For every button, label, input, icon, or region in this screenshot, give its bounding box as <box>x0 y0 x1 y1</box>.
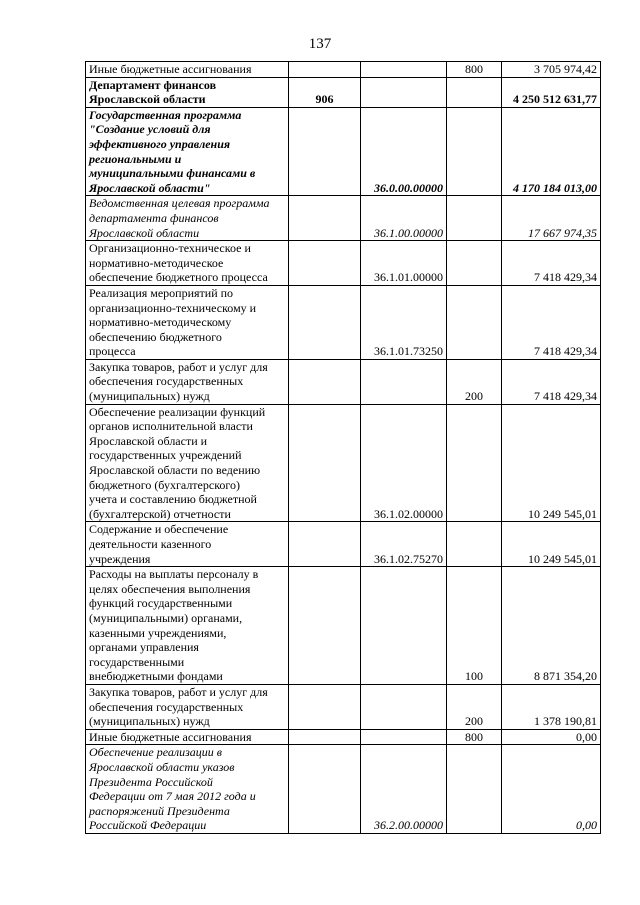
row-vr-cell <box>447 285 502 359</box>
row-vr-cell: 800 <box>447 62 502 78</box>
table-row <box>86 522 601 567</box>
row-csr-cell: 36.1.01.73250 <box>361 285 447 359</box>
row-name-cell: Закупка товаров, работ и услуг для обеспечения государственных (муниципальных) нужд <box>86 359 289 404</box>
row-vr-cell <box>447 196 502 241</box>
row-csr-cell <box>361 62 447 78</box>
table-row <box>86 684 601 729</box>
table-row <box>86 359 601 404</box>
table-row <box>86 241 601 286</box>
row-sum-cell: 0,00 <box>502 729 601 745</box>
row-vr-cell: 100 <box>447 567 502 685</box>
row-name-cell: Обеспечение реализации в Ярославской области указов Президента Российской Федерации от 7 мая 2012 года и распоряжений Президента Российской Федерации <box>86 745 289 834</box>
row-sum-cell: 17 667 974,35 <box>502 196 601 241</box>
table-row <box>86 745 601 834</box>
row-vr-cell <box>447 77 502 107</box>
row-dept-cell <box>289 567 361 685</box>
row-name-cell: Обеспечение реализации функций органов исполнительной власти Ярославской области и государственных учреждений Ярославской области по ведению бюджетного (бухгалтерского) учета и составлению бюджетной (бухгалтерской) отчетности <box>86 404 289 522</box>
row-vr-cell: 200 <box>447 684 502 729</box>
table-row <box>86 62 601 78</box>
row-sum-cell: 3 705 974,42 <box>502 62 601 78</box>
row-name-cell: Реализация мероприятий по организационно-техническому и нормативно-методическому обеспечению бюджетного процесса <box>86 285 289 359</box>
row-name-cell: Организационно-техническое и нормативно-методическое обеспечение бюджетного процесса <box>86 241 289 286</box>
table-row <box>86 567 601 685</box>
row-dept-cell <box>289 62 361 78</box>
table-row <box>86 107 601 196</box>
row-csr-cell <box>361 729 447 745</box>
table-row <box>86 285 601 359</box>
budget-table <box>85 61 601 834</box>
row-name-cell: Расходы на выплаты персоналу в целях обеспечения выполнения функций государственными (муниципальными) органами, казенными учреждениями, органами управления государственными внебюджетными фондами <box>86 567 289 685</box>
row-csr-cell <box>361 359 447 404</box>
row-csr-cell <box>361 684 447 729</box>
row-dept-cell <box>289 107 361 196</box>
row-name-cell: Закупка товаров, работ и услуг для обеспечения государственных (муниципальных) нужд <box>86 684 289 729</box>
row-sum-cell: 10 249 545,01 <box>502 404 601 522</box>
row-csr-cell: 36.1.02.75270 <box>361 522 447 567</box>
row-csr-cell <box>361 77 447 107</box>
row-sum-cell: 1 378 190,81 <box>502 684 601 729</box>
row-name-cell: Иные бюджетные ассигнования <box>86 62 289 78</box>
row-dept-cell <box>289 729 361 745</box>
row-sum-cell: 7 418 429,34 <box>502 241 601 286</box>
budget-table-body <box>86 62 601 834</box>
row-name-cell: Содержание и обеспечение деятельности казенного учреждения <box>86 522 289 567</box>
row-name-cell: Ведомственная целевая программа департамента финансов Ярославской области <box>86 196 289 241</box>
row-csr-cell: 36.2.00.00000 <box>361 745 447 834</box>
row-csr-cell: 36.1.00.00000 <box>361 196 447 241</box>
row-dept-cell <box>289 745 361 834</box>
page-number: 137 <box>308 36 332 52</box>
row-vr-cell <box>447 522 502 567</box>
row-name-cell: Государственная программа "Создание условий для эффективного управления региональными и муниципальными финансами в Ярославской области" <box>86 107 289 196</box>
table-row <box>86 77 601 107</box>
row-name-cell: Иные бюджетные ассигнования <box>86 729 289 745</box>
row-dept-cell <box>289 285 361 359</box>
row-sum-cell: 4 250 512 631,77 <box>502 77 601 107</box>
row-csr-cell: 36.1.02.00000 <box>361 404 447 522</box>
row-vr-cell: 200 <box>447 359 502 404</box>
row-sum-cell: 7 418 429,34 <box>502 359 601 404</box>
table-row <box>86 729 601 745</box>
row-csr-cell: 36.1.01.00000 <box>361 241 447 286</box>
table-row <box>86 196 601 241</box>
row-sum-cell: 10 249 545,01 <box>502 522 601 567</box>
row-vr-cell <box>447 107 502 196</box>
row-vr-cell <box>447 241 502 286</box>
row-sum-cell: 0,00 <box>502 745 601 834</box>
table-row <box>86 404 601 522</box>
row-sum-cell: 4 170 184 013,00 <box>502 107 601 196</box>
row-csr-cell: 36.0.00.00000 <box>361 107 447 196</box>
row-sum-cell: 7 418 429,34 <box>502 285 601 359</box>
row-dept-cell <box>289 404 361 522</box>
row-dept-cell <box>289 684 361 729</box>
row-vr-cell <box>447 404 502 522</box>
row-dept-cell <box>289 522 361 567</box>
row-dept-cell: 906 <box>289 77 361 107</box>
row-sum-cell: 8 871 354,20 <box>502 567 601 685</box>
row-dept-cell <box>289 196 361 241</box>
row-vr-cell <box>447 745 502 834</box>
row-name-cell: Департамент финансов Ярославской области <box>86 77 289 107</box>
row-csr-cell <box>361 567 447 685</box>
row-dept-cell <box>289 241 361 286</box>
row-vr-cell: 800 <box>447 729 502 745</box>
row-dept-cell <box>289 359 361 404</box>
